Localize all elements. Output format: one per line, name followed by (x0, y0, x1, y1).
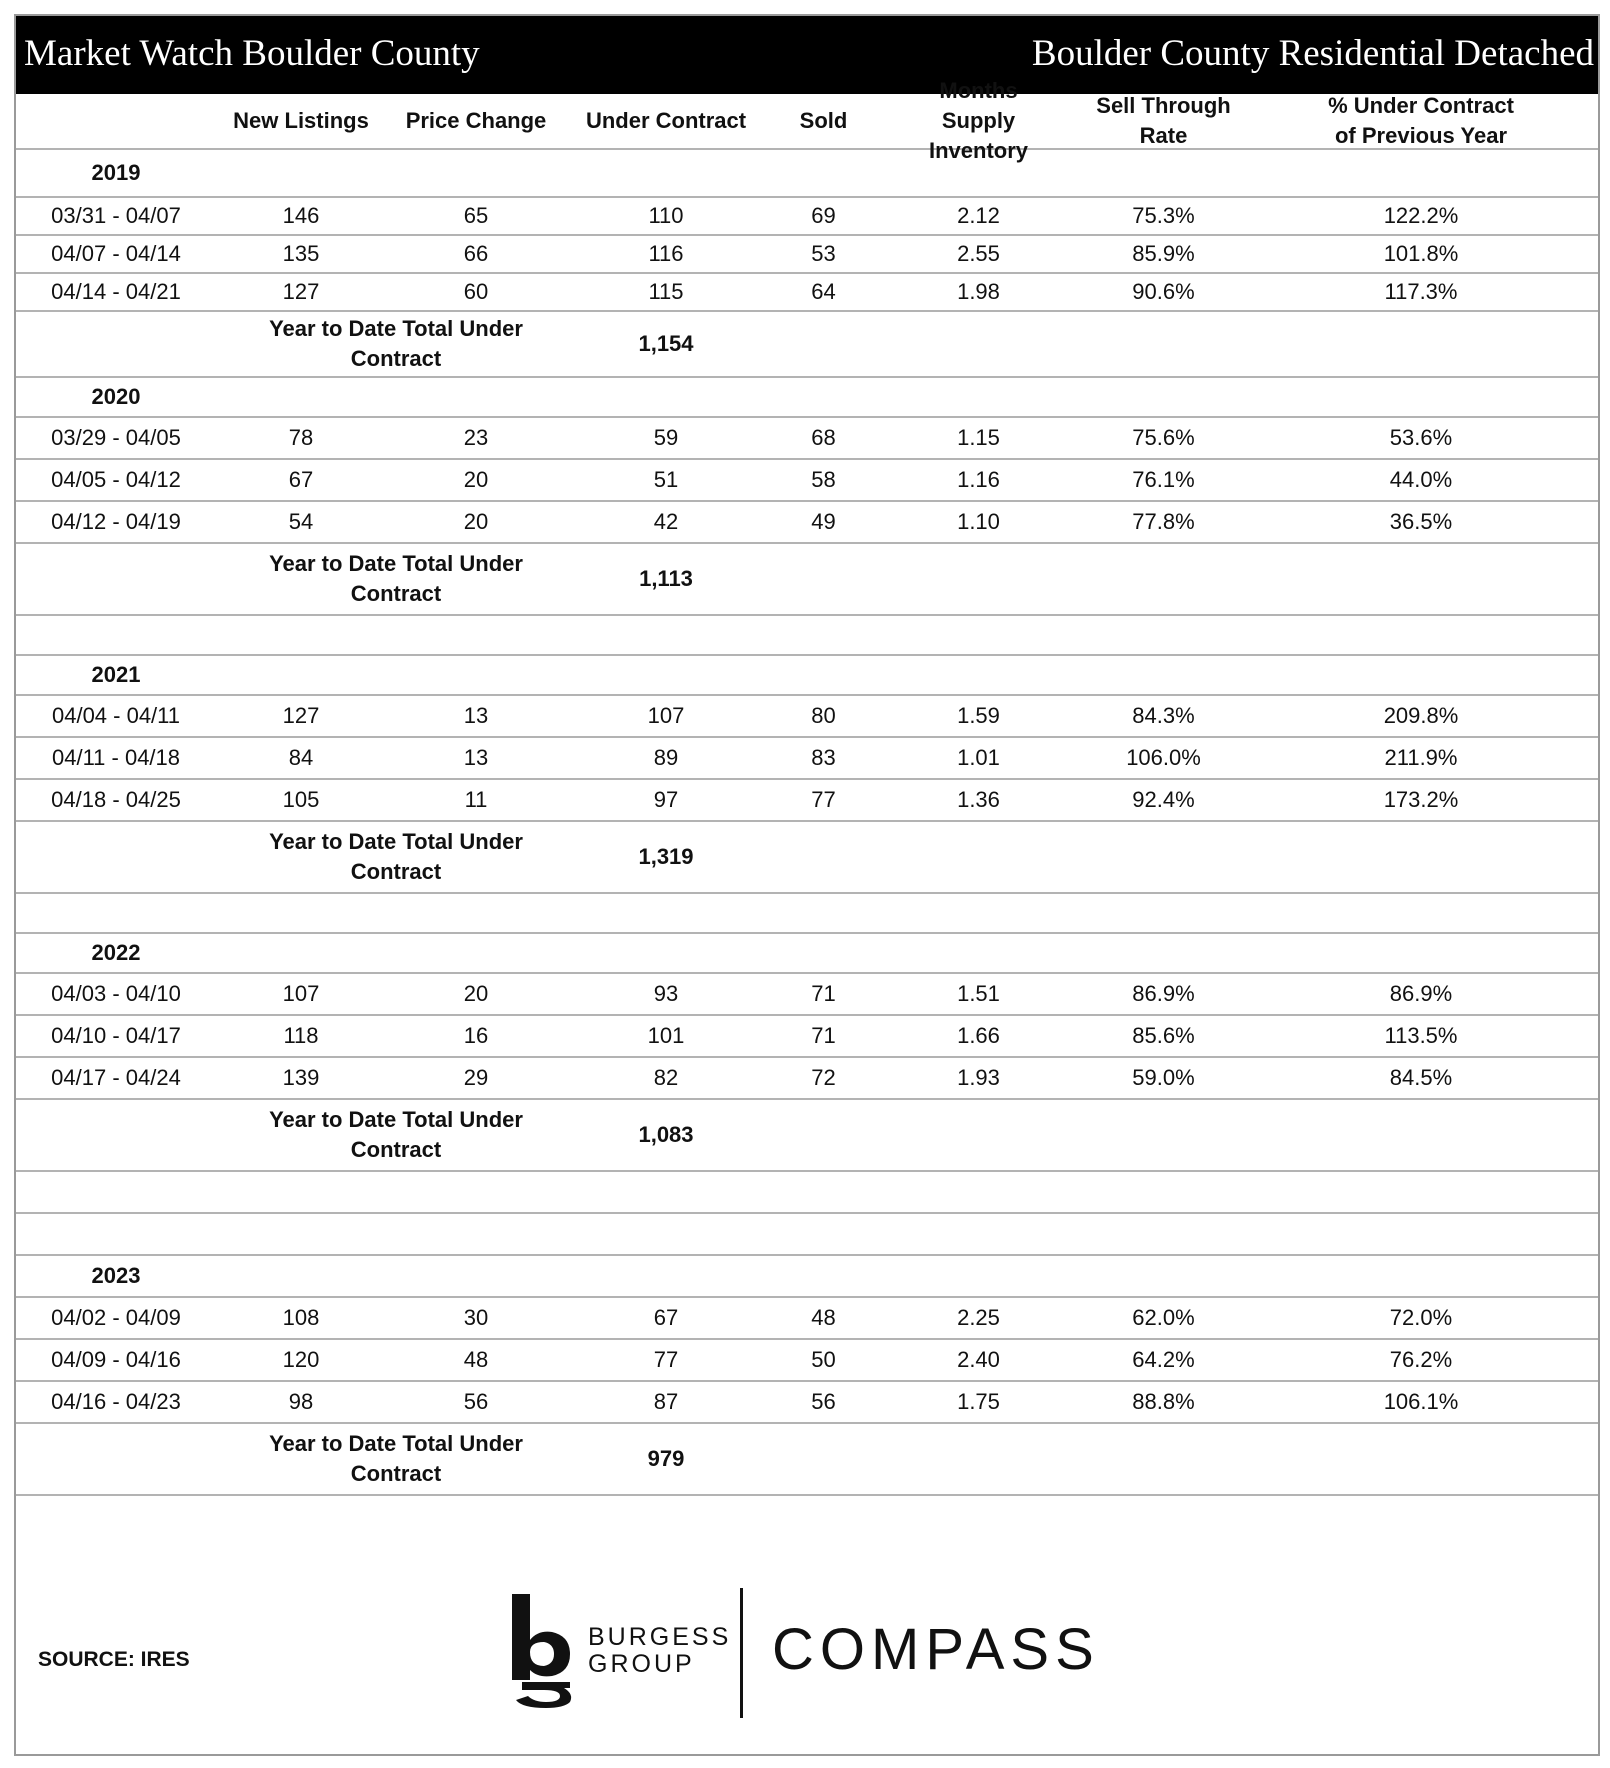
sell-through-rate-cell: 59.0% (1132, 1065, 1195, 1090)
pct-under-contract-cell: 117.3% (1384, 279, 1458, 304)
ytd-total-value: 1,113 (639, 566, 693, 591)
sold-cell: 71 (811, 1023, 836, 1048)
ytd-label: Year to Date Total Under Contract (269, 551, 523, 606)
new-listings-cell: 84 (288, 745, 314, 770)
period-cell: 04/04 - 04/11 (51, 703, 181, 728)
period-cell: 04/05 - 04/12 (51, 467, 181, 492)
under-contract-cell: 87 (653, 1389, 679, 1414)
months-supply-header: Supply Inventory (928, 108, 1029, 163)
pct-under-contract-cell: 211.9% (1384, 745, 1458, 770)
price-change-cell: 20 (463, 467, 489, 492)
blank-row (16, 1214, 1598, 1256)
new-listings-cell: 105 (282, 787, 320, 812)
table-row (16, 236, 1598, 274)
sell-through-rate-cell: 106.0% (1126, 745, 1201, 770)
year-label: 2023 (91, 1263, 141, 1288)
period-header (16, 94, 216, 148)
new-listings-cell: 54 (288, 509, 314, 534)
sell-through-rate-cell: 75.3% (1132, 203, 1195, 228)
period-cell: 04/12 - 04/19 (51, 509, 181, 534)
months-supply-cell: 1.75 (957, 1389, 1000, 1414)
year-label: 2022 (91, 940, 141, 965)
ytd-label: Year to Date Total Under Contract (269, 829, 523, 884)
ytd-total-row (16, 1100, 1598, 1172)
under-contract-cell: 115 (648, 279, 684, 304)
column-header-row (16, 93, 1598, 163)
sell-through-rate-cell: 88.8% (1132, 1389, 1195, 1414)
sold-cell: 64 (811, 279, 836, 304)
sold-cell: 72 (811, 1065, 836, 1090)
months-supply-cell: 1.10 (957, 509, 1000, 534)
months-supply-cell: 2.40 (957, 1347, 1000, 1372)
table-row (16, 502, 1598, 544)
under-contract-cell: 67 (653, 1305, 679, 1330)
new-listings-cell: 107 (282, 981, 320, 1006)
sold-cell: 48 (811, 1305, 836, 1330)
compass-wordmark: COMPASS (772, 1617, 1100, 1682)
months-supply-cell: 2.55 (957, 241, 1000, 266)
sold-cell: 49 (811, 509, 836, 534)
table-row (16, 696, 1598, 738)
pct-under-contract-cell: 209.8% (1383, 703, 1459, 728)
under-contract-cell: 110 (648, 203, 684, 228)
sold-cell: 80 (811, 703, 836, 728)
period-cell: 04/09 - 04/16 (51, 1347, 181, 1372)
table-row (16, 1340, 1598, 1382)
burgess-line: BURGESS (588, 1623, 732, 1651)
period-cell: 04/18 - 04/25 (51, 787, 181, 812)
burgess-group-wordmark (588, 1624, 731, 1678)
under-contract-cell: 42 (653, 509, 679, 534)
sell-through-rate-cell: 85.9% (1132, 241, 1195, 266)
under-contract-cell: 101 (647, 1023, 685, 1048)
price-change-cell: 66 (463, 241, 489, 266)
pct-under-contract-cell: 72.0% (1389, 1305, 1453, 1330)
footer (16, 1568, 1598, 1756)
new-listings-cell: 108 (282, 1305, 320, 1330)
new-listings-cell: 127 (282, 279, 320, 304)
year-label: 2021 (91, 662, 141, 687)
sell-through-rate-cell: 75.6% (1132, 425, 1195, 450)
price-change-cell: 23 (463, 425, 489, 450)
sell-through-rate-cell: 84.3% (1132, 703, 1195, 728)
sold-cell: 56 (811, 1389, 836, 1414)
months-supply-cell: 1.51 (957, 981, 1000, 1006)
table-row (16, 738, 1598, 780)
period-cell: 04/03 - 04/10 (51, 981, 181, 1006)
year-row-2020 (16, 378, 1598, 418)
ytd-label: Year to Date Total Under Contract (269, 1431, 523, 1486)
year-row-2023 (16, 1256, 1598, 1298)
pct-under-contract-header: % Under Contract of Previous Year (1328, 93, 1514, 148)
months-supply-cell: 1.01 (957, 745, 1000, 770)
pct-under-contract-cell: 122.2% (1383, 203, 1459, 228)
table-row (16, 1298, 1598, 1340)
pct-under-contract-cell: 84.5% (1389, 1065, 1453, 1090)
period-cell: 04/14 - 04/21 (51, 279, 181, 304)
under-contract-header: Under Contract (585, 108, 747, 133)
pct-under-contract-cell: 36.5% (1389, 509, 1453, 534)
months-supply-cell: 1.36 (957, 787, 1000, 812)
sold-header: Sold (799, 108, 848, 133)
year-label: 2019 (91, 160, 141, 185)
table-row (16, 198, 1598, 236)
new-listings-cell: 120 (282, 1347, 320, 1372)
pct-under-contract-cell: 101.8% (1383, 241, 1459, 266)
ytd-total-value: 1,154 (638, 331, 694, 356)
months-supply-cell: 1.66 (957, 1023, 1000, 1048)
sold-cell: 58 (811, 467, 836, 492)
under-contract-cell: 51 (653, 467, 679, 492)
blank-row (16, 616, 1598, 656)
banner-left-title: Market Watch Boulder County (24, 33, 480, 74)
logo-divider (740, 1588, 743, 1718)
table-row (16, 1382, 1598, 1424)
table-row (16, 974, 1598, 1016)
new-listings-header: New Listings (233, 108, 369, 133)
ytd-total-row (16, 822, 1598, 894)
pct-under-contract-cell: 173.2% (1383, 787, 1459, 812)
sold-cell: 83 (811, 745, 836, 770)
banner-right-title: Boulder County Residential Detached (1031, 33, 1594, 74)
source-note: SOURCE: IRES (38, 1648, 190, 1671)
new-listings-cell: 146 (282, 203, 320, 228)
price-change-cell: 60 (463, 279, 489, 304)
sell-through-rate-cell: 62.0% (1132, 1305, 1195, 1330)
sell-through-rate-cell: 90.6% (1132, 279, 1195, 304)
new-listings-cell: 98 (288, 1389, 314, 1414)
sell-through-rate-cell: 85.6% (1132, 1023, 1195, 1048)
months-supply-cell: 2.12 (957, 203, 1000, 228)
table-row (16, 274, 1598, 312)
blank-row (16, 1172, 1598, 1214)
price-change-cell: 13 (463, 703, 489, 728)
table-row (16, 780, 1598, 822)
months-supply-cell: 1.98 (957, 279, 1000, 304)
price-change-cell: 65 (463, 203, 489, 228)
ytd-total-value: 979 (647, 1446, 685, 1471)
period-cell: 04/02 - 04/09 (51, 1305, 181, 1330)
year-label: 2020 (91, 384, 141, 409)
months-supply-cell: 1.93 (957, 1065, 1000, 1090)
sold-cell: 68 (811, 425, 836, 450)
price-change-header: Price Change (405, 108, 547, 133)
new-listings-cell: 67 (288, 467, 314, 492)
ytd-total-row (16, 544, 1598, 616)
new-listings-cell: 118 (283, 1023, 319, 1048)
under-contract-cell: 77 (653, 1347, 679, 1372)
year-row-2021 (16, 656, 1598, 696)
price-change-cell: 20 (463, 981, 489, 1006)
sold-cell: 53 (811, 241, 836, 266)
table-row (16, 460, 1598, 502)
pct-under-contract-cell: 53.6% (1389, 425, 1453, 450)
under-contract-cell: 89 (653, 745, 679, 770)
sell-through-header: Sell Through Rate (1096, 93, 1231, 148)
period-cell: 04/11 - 04/18 (51, 745, 181, 770)
market-watch-sheet (14, 14, 1600, 1756)
title-banner (16, 16, 1598, 94)
period-cell: 04/10 - 04/17 (51, 1023, 181, 1048)
under-contract-cell: 97 (653, 787, 679, 812)
new-listings-cell: 78 (288, 425, 314, 450)
ytd-label: Year to Date Total Under Contract (269, 316, 523, 371)
table-row (16, 1016, 1598, 1058)
pct-under-contract-cell: 44.0% (1389, 467, 1453, 492)
price-change-cell: 29 (463, 1065, 489, 1090)
sold-cell: 69 (811, 203, 836, 228)
price-change-cell: 56 (463, 1389, 489, 1414)
year-row-2022 (16, 934, 1598, 974)
period-cell: 04/16 - 04/23 (51, 1389, 181, 1414)
burgess-group-logo-mark (508, 1590, 580, 1708)
sold-cell: 77 (811, 787, 836, 812)
sell-through-rate-cell: 92.4% (1132, 787, 1195, 812)
ytd-total-row (16, 1424, 1598, 1496)
pct-under-contract-cell: 86.9% (1389, 981, 1453, 1006)
sell-through-rate-cell: 76.1% (1132, 467, 1195, 492)
ytd-total-row (16, 312, 1598, 378)
months-supply-cell: 1.15 (957, 425, 1000, 450)
period-cell: 04/17 - 04/24 (51, 1065, 181, 1090)
under-contract-cell: 59 (653, 425, 679, 450)
under-contract-cell: 116 (648, 241, 684, 266)
months-supply-cell: 2.25 (957, 1305, 1000, 1330)
year-row-2019 (16, 150, 1598, 198)
sold-cell: 71 (811, 981, 836, 1006)
group-line: GROUP (588, 1650, 695, 1678)
period-cell: 03/29 - 04/05 (51, 425, 181, 450)
ytd-total-value: 1,083 (638, 1122, 694, 1147)
new-listings-cell: 127 (282, 703, 320, 728)
blank-row (16, 894, 1598, 934)
ytd-label: Year to Date Total Under Contract (269, 1107, 523, 1162)
pct-under-contract-cell: 113.5% (1384, 1023, 1458, 1048)
ytd-total-value: 1,319 (638, 844, 694, 869)
price-change-cell: 20 (463, 509, 489, 534)
period-cell: 04/07 - 04/14 (51, 241, 181, 266)
under-contract-cell: 93 (653, 981, 679, 1006)
pct-under-contract-cell: 76.2% (1389, 1347, 1453, 1372)
price-change-cell: 11 (464, 787, 488, 812)
months-supply-cell: 1.59 (957, 703, 1000, 728)
price-change-cell: 13 (463, 745, 489, 770)
under-contract-cell: 82 (653, 1065, 679, 1090)
months-supply-cell: 1.16 (957, 467, 1000, 492)
table-row (16, 418, 1598, 460)
under-contract-cell: 107 (647, 703, 685, 728)
sell-through-rate-cell: 64.2% (1132, 1347, 1195, 1372)
sell-through-rate-cell: 77.8% (1132, 509, 1195, 534)
sold-cell: 50 (811, 1347, 836, 1372)
period-cell: 03/31 - 04/07 (51, 203, 181, 228)
price-change-cell: 16 (463, 1023, 489, 1048)
new-listings-cell: 139 (282, 1065, 320, 1090)
price-change-cell: 48 (463, 1347, 489, 1372)
new-listings-cell: 135 (282, 241, 320, 266)
price-change-cell: 30 (463, 1305, 489, 1330)
table-row (16, 1058, 1598, 1100)
sell-through-rate-cell: 86.9% (1132, 981, 1195, 1006)
pct-under-contract-cell: 106.1% (1383, 1389, 1459, 1414)
